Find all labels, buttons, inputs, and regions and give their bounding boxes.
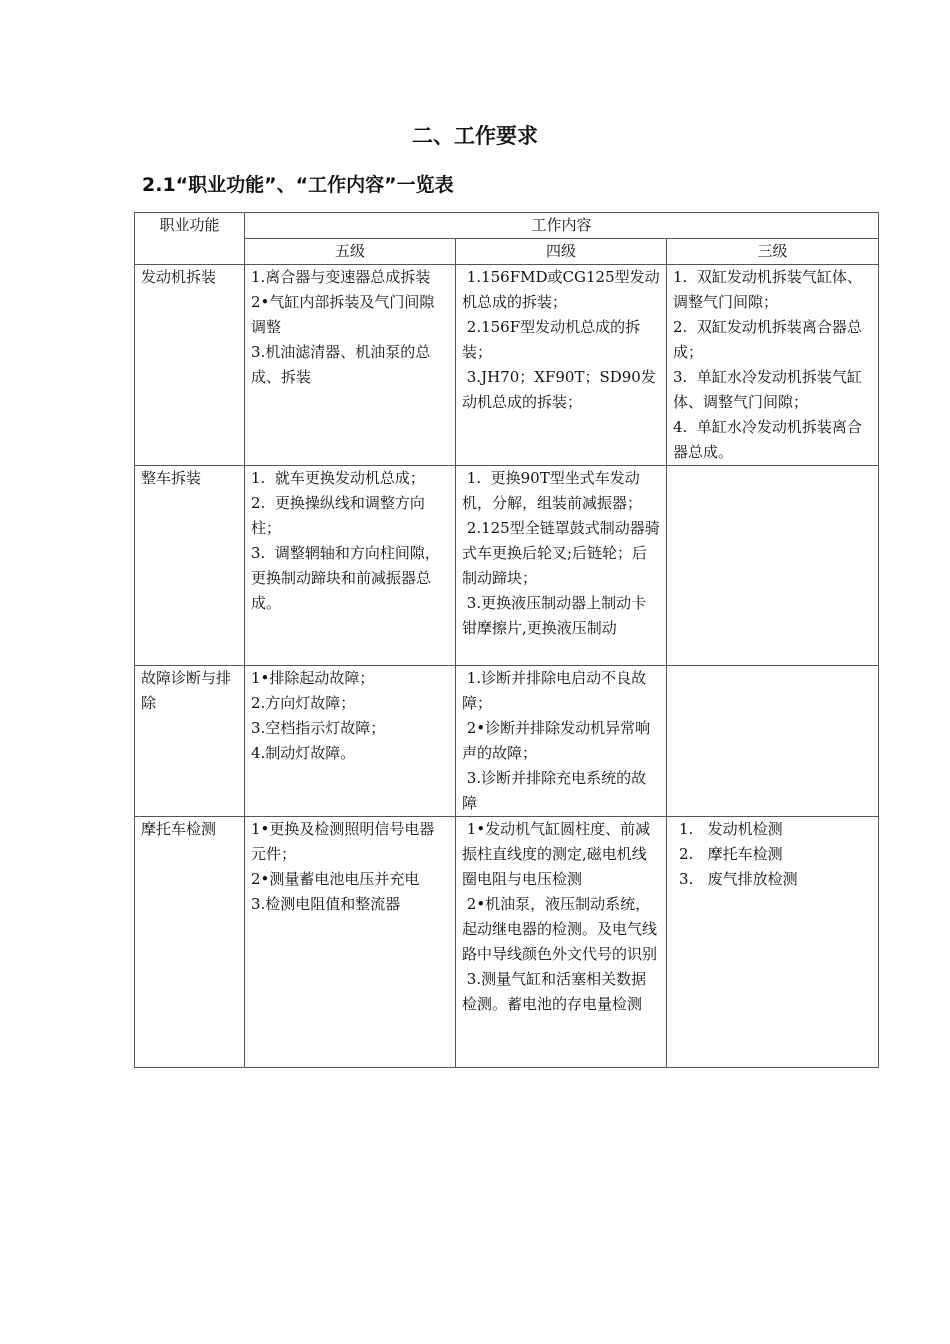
- cell-item: 2.156F型发动机总成的拆装；: [462, 318, 641, 361]
- table-caption: 2.1“职业功能”、“工作内容”一览表: [142, 174, 454, 196]
- cell-item: 3. 单缸水冷发动机拆装气缸体、调整气门间隙；: [673, 368, 862, 411]
- cell-item: 3.更换液压制动器上制动卡钳摩擦片,更换液压制动: [462, 594, 647, 637]
- table-row: [135, 666, 879, 817]
- level5-cell: [245, 265, 456, 466]
- header-level-4: 四级: [456, 239, 667, 265]
- level3-cell: [667, 817, 879, 1068]
- cell-item: 1. 双缸发动机拆装气缸体、调整气门间隙；: [673, 268, 862, 311]
- cell-item: 3.空档指示灯故障；: [251, 719, 386, 737]
- cell-item: 1.离合器与变速器总成拆装: [251, 268, 431, 286]
- cell-item: 2. 摩托车检测: [679, 845, 783, 863]
- cell-item: 3.检测电阻值和整流器: [251, 895, 401, 913]
- cell-item: 1. 发动机检测: [679, 820, 783, 838]
- level3-cell: [667, 265, 879, 466]
- cell-item: 2•测量蓄电池电压并充电: [251, 870, 420, 888]
- section-title: 二、工作要求: [412, 124, 538, 148]
- header-level-3: 三级: [667, 239, 879, 265]
- level5-cell: [245, 817, 456, 1068]
- cell-item: 1•更换及检测照明信号电器元件；: [251, 820, 435, 863]
- table-row: [135, 466, 879, 666]
- level3-cell: [667, 666, 879, 817]
- level4-cell: [456, 817, 667, 1068]
- cell-item: 1•发动机气缸圆柱度、前减振柱直线度的测定,磁电机线圈电阻与电压检测: [462, 820, 651, 888]
- cell-item: 2•气缸内部拆装及气门间隙调整: [251, 293, 435, 336]
- table-row: [135, 817, 879, 1068]
- cell-item: 2.方向灯故障；: [251, 694, 356, 712]
- function-cell: 整车拆装: [135, 466, 245, 666]
- cell-item: 2•机油泵，液压制动系统，起动继电器的检测。及电气线路中导线颜色外文代号的识别: [462, 895, 658, 963]
- header-level-5: 五级: [245, 239, 456, 265]
- cell-item: 1•排除起动故障；: [251, 669, 375, 687]
- cell-item: 3. 调整辋轴和方向柱间隙，更换制动蹄块和前减振器总成。: [251, 544, 440, 612]
- cell-item: 1. 更换90T型坐式车发动机，分解，组装前减振器；: [462, 469, 643, 512]
- level3-cell: [667, 466, 879, 666]
- function-cell: 发动机拆装: [135, 265, 245, 466]
- level5-cell: [245, 666, 456, 817]
- level5-cell: [245, 466, 456, 666]
- cell-item: 2.125型全链罩鼓式制动器骑式车更换后轮叉;后链轮；后制动蹄块；: [462, 519, 660, 587]
- cell-item: 3.机油滤清器、机油泵的总成、拆装: [251, 343, 431, 386]
- cell-item: 4. 单缸水冷发动机拆装离合器总成。: [673, 418, 862, 461]
- cell-item: 3.测量气缸和活塞相关数据检测。蓄电池的存电量检测: [462, 970, 647, 1013]
- work-content-table: [134, 212, 879, 1068]
- function-cell: 摩托车检测: [135, 817, 245, 1068]
- cell-item: 3.JH70；XF90T；SD90发动机总成的拆装；: [462, 368, 656, 411]
- cell-item: 3.诊断并排除充电系统的故障: [462, 769, 647, 812]
- level4-cell: [456, 666, 667, 817]
- cell-item: 2. 双缸发动机拆装离合器总成；: [673, 318, 862, 361]
- cell-item: 2. 更换操纵线和调整方向柱；: [251, 494, 425, 537]
- function-cell: 故障诊断与排除: [135, 666, 245, 817]
- cell-item: 2•诊断并排除发动机异常响声的故障；: [462, 719, 651, 762]
- header-work-content: 工作内容: [245, 213, 879, 239]
- cell-item: 1. 就车更换发动机总成；: [251, 469, 425, 487]
- level4-cell: [456, 466, 667, 666]
- cell-item: 3. 废气排放检测: [679, 870, 798, 888]
- header-occupational-function: 职业功能: [135, 213, 245, 265]
- cell-item: 1.156FMD或CG125型发动机总成的拆装；: [462, 268, 660, 311]
- cell-item: 4.制动灯故障。: [251, 744, 356, 762]
- cell-item: 1.诊断并排除电启动不良故障；: [462, 669, 647, 712]
- table-row: [135, 265, 879, 466]
- level4-cell: [456, 265, 667, 466]
